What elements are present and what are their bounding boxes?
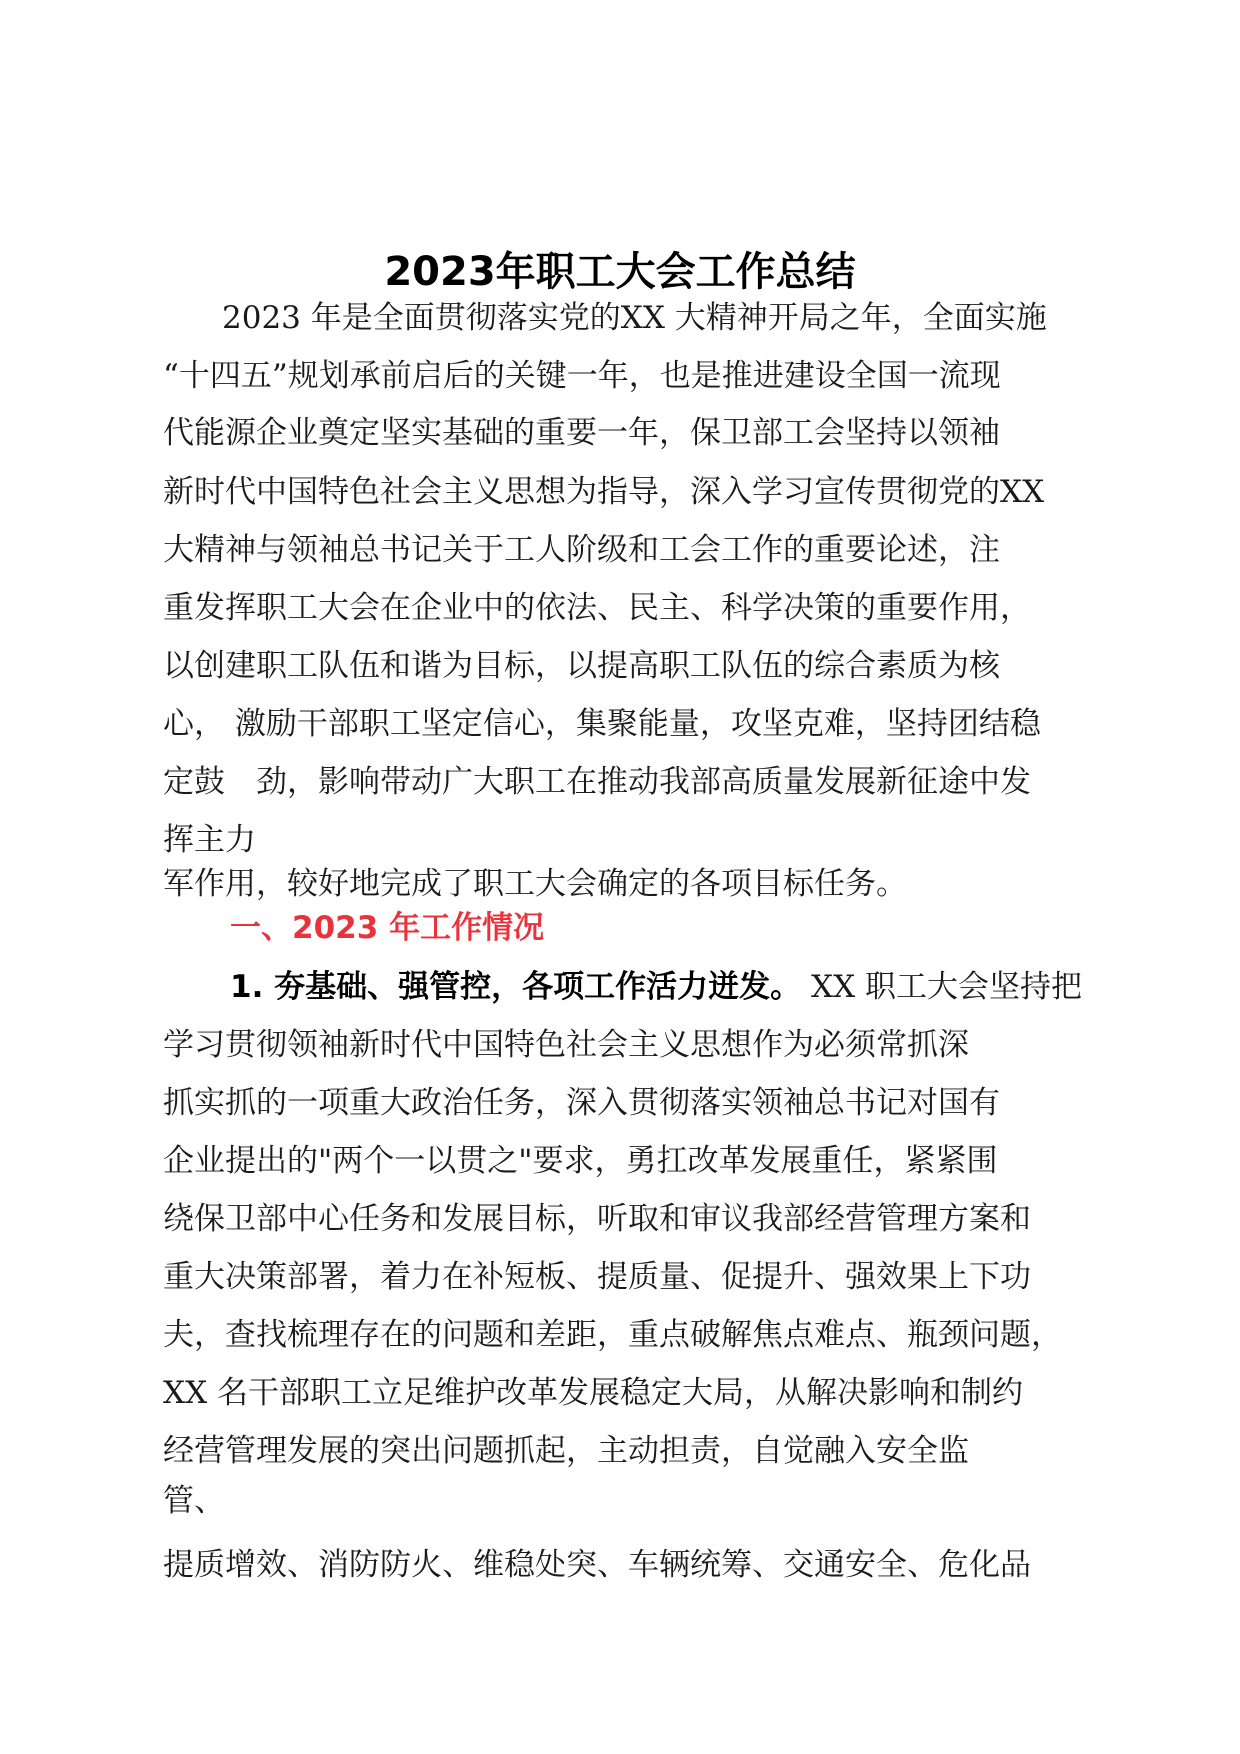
document-title: 2023年职工大会工作总结 — [384, 249, 856, 295]
item1-line: 学习贯彻领袖新时代中国特色社会主义思想作为必须常抓深 — [163, 1027, 969, 1063]
item1-line: 绕保卫部中心任务和发展目标，听取和审议我部经营管理方案和 — [163, 1201, 1031, 1237]
intro-line: 大精神与领袖总书记关于工人阶级和工会工作的重要论述，注 — [163, 532, 1000, 568]
intro-line: 心， 激励干部职工坚定信心，集聚能量，攻坚克难，坚持团结稳 — [163, 706, 1041, 742]
section-heading: 一、2023 年工作情况 — [230, 910, 545, 946]
item1-first-rest: XX 职工大会坚持把 — [801, 969, 1082, 1005]
item1-line: 抓实抓的一项重大政治任务，深入贯彻落实领袖总书记对国有 — [163, 1085, 1000, 1121]
item1-line: 经营管理发展的突出问题抓起，主动担责，自觉融入安全监 — [163, 1433, 969, 1469]
intro-line: 代能源企业奠定坚实基础的重要一年，保卫部工会坚持以领袖 — [163, 415, 1000, 451]
item1-line: 企业提出的"两个一以贯之"要求，勇扛改革发展重任，紧紧围 — [163, 1143, 998, 1179]
item1-first-line — [230, 967, 1082, 1007]
intro-line: 定鼓 劲，影响带动广大职工在推动我部高质量发展新征途中发 — [163, 764, 1031, 800]
intro-line: “十四五”规划承前启后的关键一年，也是推进建设全国一流现 — [163, 358, 1001, 394]
intro-line: 2023 年是全面贯彻落实党的XX 大精神开局之年，全面实施 — [222, 300, 1047, 336]
intro-line: 重发挥职工大会在企业中的依法、民主、科学决策的重要作用， — [163, 590, 1031, 626]
intro-line: 挥主力 — [163, 822, 256, 858]
item1-line: 管、 — [163, 1483, 225, 1519]
item1-line: 夫，查找梳理存在的问题和差距，重点破解焦点难点、瓶颈问题， — [163, 1317, 1062, 1353]
item1-line: XX 名干部职工立足维护改革发展稳定大局，从解决影响和制约 — [163, 1375, 1023, 1411]
intro-line: 新时代中国特色社会主义思想为指导，深入学习宣传贯彻党的XX — [163, 474, 1045, 510]
intro-line: 军作用，较好地完成了职工大会确定的各项目标任务。 — [163, 866, 907, 902]
item1-line: 重大决策部署，着力在补短板、提质量、促提升、强效果上下功 — [163, 1259, 1031, 1295]
intro-line: 以创建职工队伍和谐为目标，以提高职工队伍的综合素质为核 — [163, 648, 1000, 684]
item1-lead: 1. 夯基础、强管控，各项工作活力迸发。 — [230, 969, 802, 1005]
item1-line: 提质增效、消防防火、维稳处突、车辆统筹、交通安全、危化品 — [163, 1547, 1031, 1583]
